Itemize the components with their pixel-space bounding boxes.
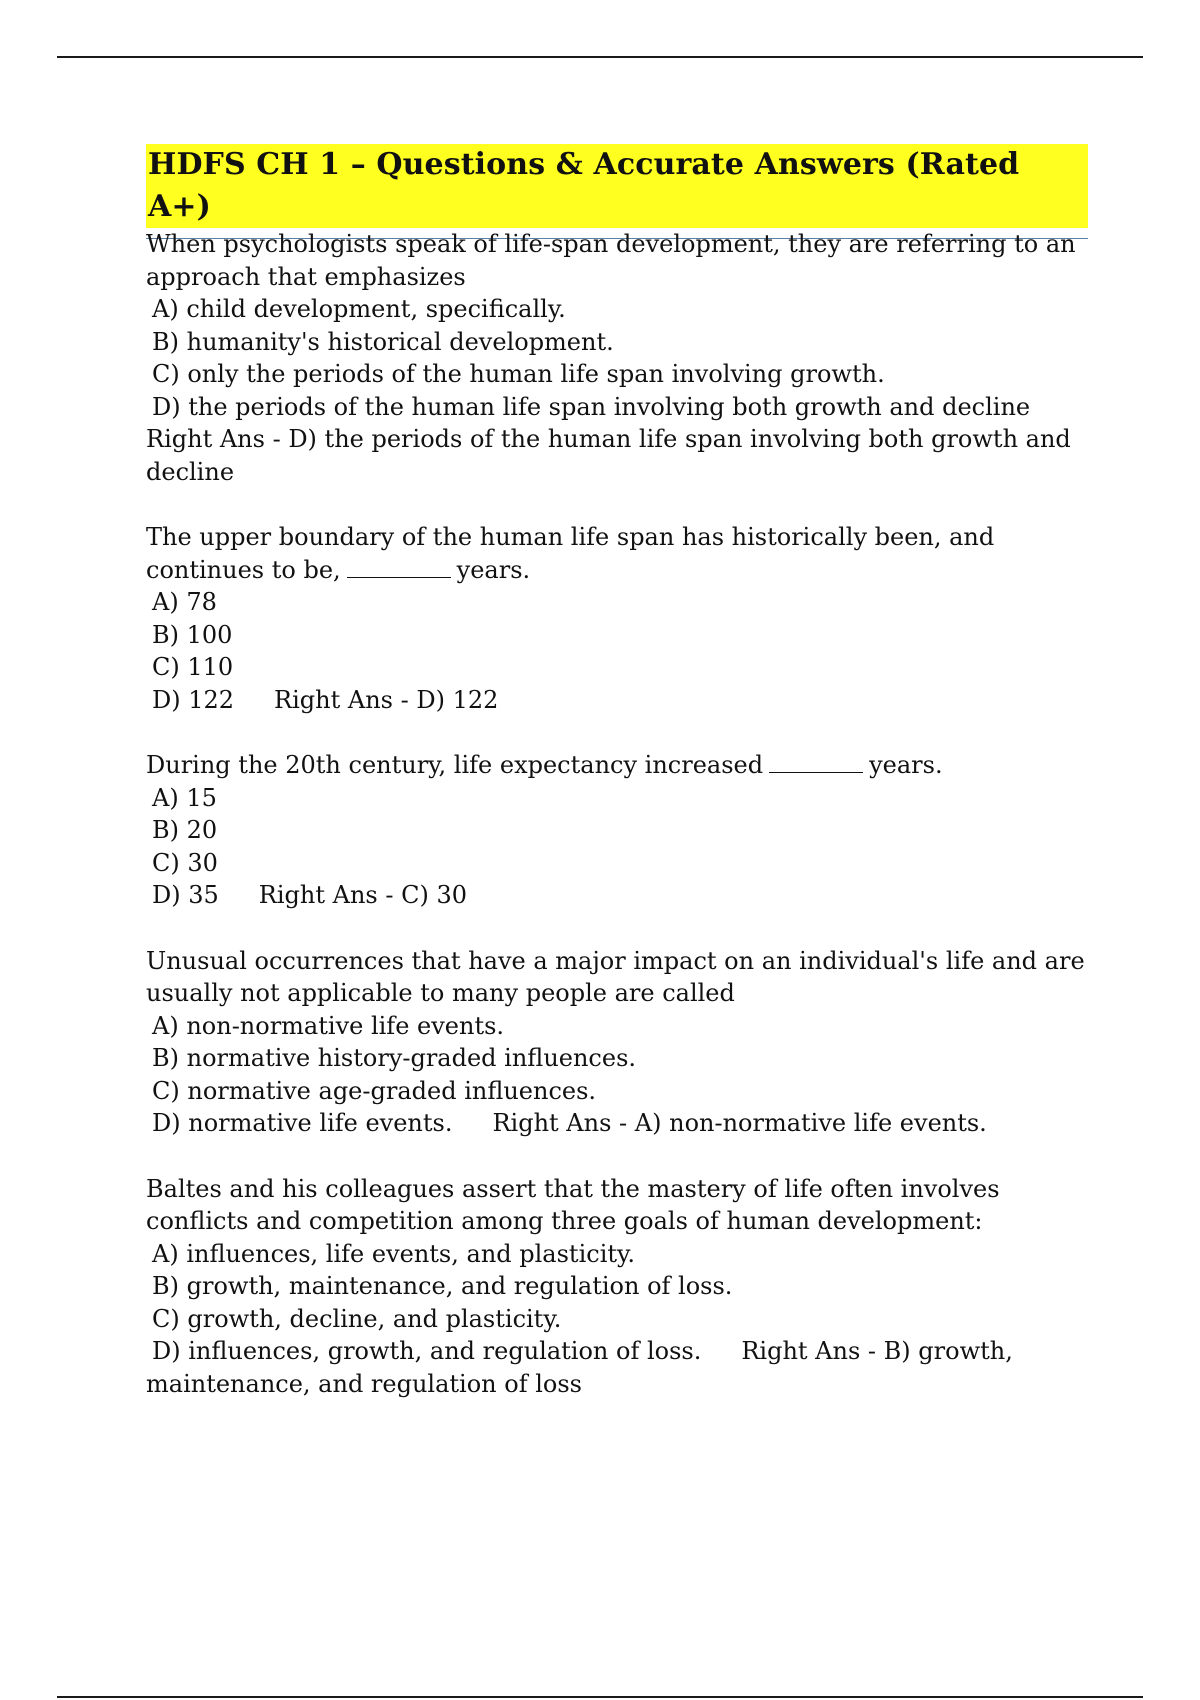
option-d: D) influences, growth, and regulation of loss.	[152, 1337, 702, 1365]
option-a: A) non-normative life events.	[152, 1011, 505, 1040]
option-a: A) 15	[152, 783, 217, 812]
option-d: D) the periods of the human life span involving both growth and decline	[152, 392, 1031, 421]
option-b: B) growth, maintenance, and regulation of loss.	[152, 1272, 733, 1300]
option-b: B) humanity's historical development.	[152, 327, 614, 356]
question-text	[146, 521, 1096, 586]
answer-blank	[769, 772, 863, 773]
right-answer: Right Ans - A) non-normative life events.	[492, 1109, 987, 1137]
right-answer: Right Ans - C) 30	[258, 881, 467, 909]
option-d-line	[146, 684, 1096, 717]
option-c: C) growth, decline, and plasticity.	[152, 1304, 562, 1333]
option-a: A) child development, specifically.	[152, 295, 566, 323]
document-body	[146, 228, 1096, 1433]
question-text-after: years.	[869, 751, 943, 779]
option-d: D) normative life events.	[152, 1109, 453, 1137]
header-rule	[57, 56, 1143, 58]
right-answer: Right Ans - D) the periods of the human life span involving both growth and decline	[146, 425, 1071, 486]
right-answer: Right Ans - B) growth, maintenance, and regulation of loss	[146, 1337, 1013, 1398]
option-c: C) 30	[152, 848, 218, 877]
answer-blank	[347, 577, 451, 578]
option-b: B) 20	[152, 816, 218, 844]
question-text-before: During the 20th century, life expectancy increased	[146, 751, 764, 779]
question-2	[146, 521, 1096, 716]
option-a: A) influences, life events, and plasticity.	[152, 1239, 636, 1268]
option-b: B) 100	[152, 620, 233, 649]
option-b: B) normative history-graded influences.	[152, 1044, 637, 1072]
question-4	[146, 945, 1096, 1140]
question-5	[146, 1173, 1096, 1401]
question-1	[146, 228, 1096, 488]
option-d-line	[146, 1107, 1096, 1140]
option-d: D) 35	[152, 881, 219, 909]
question-text	[146, 749, 1096, 782]
option-d-line	[146, 879, 1096, 912]
document-title: HDFS CH 1 – Questions & Accurate Answers (Rated A+)	[146, 144, 1088, 228]
option-c: C) only the periods of the human life span involving growth.	[152, 360, 885, 388]
title-block	[146, 144, 1088, 239]
question-text: Unusual occurrences that have a major impact on an individual's life and are usually not applicable to many people are called	[146, 946, 1085, 1007]
question-text-after: years.	[456, 555, 531, 584]
question-text-before: The upper boundary of the human life span has historically been, and continues to be,	[146, 523, 995, 584]
option-a: A) 78	[152, 588, 217, 616]
option-d-line	[146, 1335, 1096, 1400]
option-c: C) normative age-graded influences.	[152, 1076, 597, 1105]
question-text: When psychologists speak of life-span development, they are referring to an approach that emphasizes	[146, 230, 1076, 291]
right-answer: Right Ans - D) 122	[274, 685, 499, 714]
option-d: D) 122	[152, 685, 235, 714]
option-c: C) 110	[152, 653, 234, 681]
question-text: Baltes and his colleagues assert that the mastery of life often involves conflicts and competition among three goals of human development:	[146, 1174, 1000, 1235]
footer-rule	[57, 1696, 1143, 1698]
question-3	[146, 749, 1096, 912]
